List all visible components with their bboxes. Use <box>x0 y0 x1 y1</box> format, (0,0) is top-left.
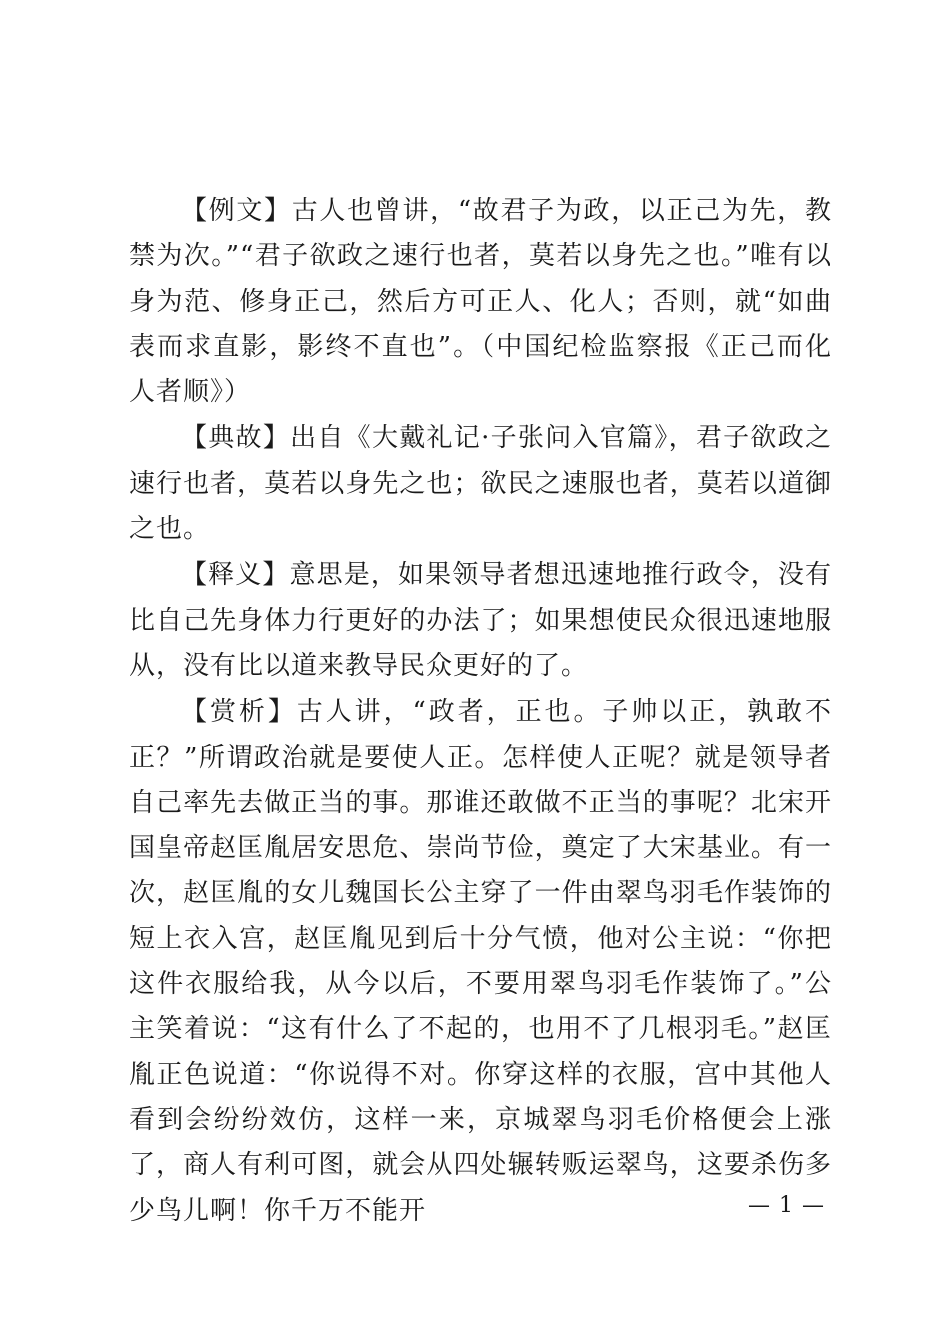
paragraph-text: 出自《大戴礼记·子张问入官篇》，君子欲政之速行也者，莫若以身先之也；欲民之速服也者，莫若以道御之也。 <box>129 423 832 545</box>
paragraph-text: 意思是，如果领导者想迅速地推行政令，没有比自己先身体力行更好的办法了；如果想使民众很迅速地服从，没有比以道来教导民众更好的了。 <box>129 560 832 681</box>
paragraph-label: 【典故】 <box>181 423 291 454</box>
paragraph-appreciation <box>129 690 832 1234</box>
page-number: — 1 — <box>748 1193 825 1218</box>
paragraph-label: 【释义】 <box>181 560 290 591</box>
paragraph-text: 古人讲，“政者，正也。子帅以正，孰敢不正？”所谓政治就是要使人正。怎样使人正呢？就是领导者自己率先去做正当的事。那谁还敢做不正当的事呢？北宋开国皇帝赵匡胤居安思危、崇尚节俭，奠定了大宋基业。有一次，赵匡胤的女儿魏国长公主穿了一件由翠鸟羽毛作装饰的短上衣入宫，赵匡胤见到后十分气愤，他对公主说：“你把这件衣服给我，从今以后，不要用翠鸟羽毛作装饰了。”公主笑着说：“这有什么了不起的，也用不了几根羽毛。”赵匡胤正色说道：“你说得不对。你穿这样的衣服，宫中其他人看到会纷纷效仿，这样一来，京城翠鸟羽毛价格便会上涨了，商人有利可图，就会从四处辗转贩运翠鸟，这要杀伤多少鸟儿啊！你千万不能开 <box>129 697 832 1226</box>
paragraph-text: 古人也曾讲，“故君子为政，以正己为先，教禁为次。”“君子欲政之速行也者，莫若以身先之也。”唯有以身为范、修身正己，然后方可正人、化人；否则，就“如曲表而求直影，影终不直也”。（中国纪检监察报《正己而化人者顺》） <box>129 196 832 408</box>
paragraph-allusion <box>129 416 832 552</box>
paragraph-explanation <box>129 553 832 689</box>
paragraph-label: 【赏析】 <box>181 697 297 728</box>
paragraph-label: 【例文】 <box>181 196 292 226</box>
paragraph-example <box>129 189 832 415</box>
document-body <box>129 189 832 1235</box>
